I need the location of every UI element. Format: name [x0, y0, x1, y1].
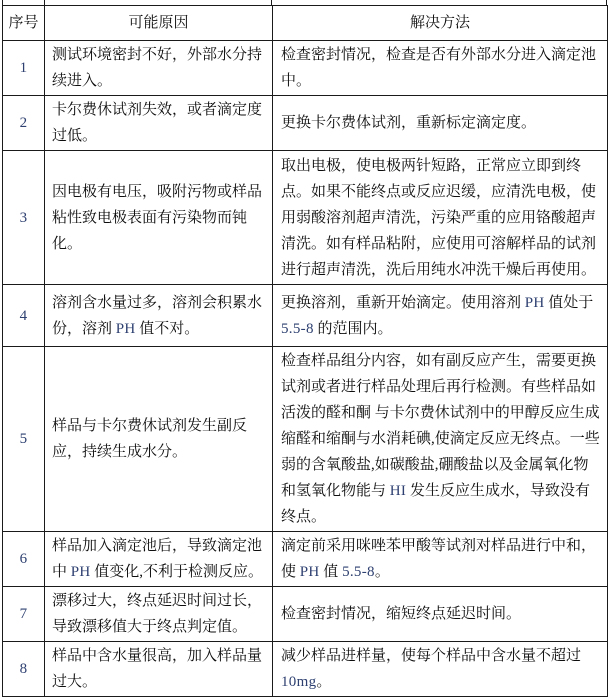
header-cause: 可能原因 — [45, 6, 273, 41]
cause-cell: 测试环境密封不好，外部水分持续进入。 — [45, 41, 273, 96]
solution-cell: 检查密封情况，检查是否有外部水分进入滴定池中。 — [273, 41, 608, 96]
header-row — [3, 6, 608, 41]
row-index-cell: 3 — [3, 151, 45, 285]
solution-cell: 更换卡尔费体试剂，重新标定滴定度。 — [273, 96, 608, 151]
solution-cell: 更换溶剂，重新开始滴定。使用溶剂 PH 值处于 5.5-8 的范围内。 — [273, 285, 608, 347]
table-row — [3, 96, 608, 151]
table-row — [3, 587, 608, 642]
row-index-cell: 1 — [3, 41, 45, 96]
table-row — [3, 532, 608, 587]
cause-cell: 漂移过大，终点延迟时间过长，导致漂移值大于终点判定值。 — [45, 587, 273, 642]
row-index-cell: 5 — [3, 347, 45, 532]
row-index-cell: 4 — [3, 285, 45, 347]
solution-cell: 滴定前采用咪唑苯甲酸等试剂对样品进行中和，使 PH 值 5.5-8。 — [273, 532, 608, 587]
cause-cell: 样品加入滴定池后，导致滴定池中 PH 值变化,不利于检测反应。 — [45, 532, 273, 587]
solution-cell: 检查密封情况，缩短终点延迟时间。 — [273, 587, 608, 642]
cause-cell: 样品中含水量很高，加入样品量过大。 — [45, 642, 273, 697]
header-index: 序号 — [3, 6, 45, 41]
row-index-cell: 8 — [3, 642, 45, 697]
cause-cell: 样品与卡尔费休试剂发生副反应，持续生成水分。 — [45, 347, 273, 532]
solution-cell: 减少样品进样量，使每个样品中含水量不超过 10mg。 — [273, 642, 608, 697]
table-row — [3, 151, 608, 285]
row-index-cell: 2 — [3, 96, 45, 151]
cause-cell: 溶剂含水量过多，溶剂会积累水份，溶剂 PH 值不对。 — [45, 285, 273, 347]
row-index-cell: 6 — [3, 532, 45, 587]
solution-cell: 取出电极，使电极两针短路，正常应立即到终点。如果不能终点或反应迟缓，应清洗电极，使用弱酸溶剂超声清洗，污染严重的应用铬酸超声清洗。如有样品粘附，应使用可溶解样品的试剂进行超声清洗，洗后用纯水冲洗干燥后再使用。 — [273, 151, 608, 285]
row-index-cell: 7 — [3, 587, 45, 642]
table-row — [3, 347, 608, 532]
table-row — [3, 642, 608, 697]
cause-cell: 卡尔费休试剂失效，或者滴定度过低。 — [45, 96, 273, 151]
solution-cell: 检查样品组分内容，如有副反应产生，需要更换试剂或者进行样品处理后再行检测。有些样品如活泼的醛和酮 与卡尔费休试剂中的甲醇反应生成缩醛和缩酮与水消耗碘,使滴定反应无终点。一些弱的含氧酸盐,如碳酸盐,硼酸盐以及金属氧化物和氢氧化物能与 HI 发生反应生成水，导致没有终点。 — [273, 347, 608, 532]
troubleshooting-table — [2, 5, 608, 697]
cause-cell: 因电极有电压，吸附污物或样品粘性致电极表面有污染物而钝化。 — [45, 151, 273, 285]
table-body — [3, 41, 608, 697]
header-solution: 解决方法 — [273, 6, 608, 41]
table-row — [3, 41, 608, 96]
table-row — [3, 285, 608, 347]
